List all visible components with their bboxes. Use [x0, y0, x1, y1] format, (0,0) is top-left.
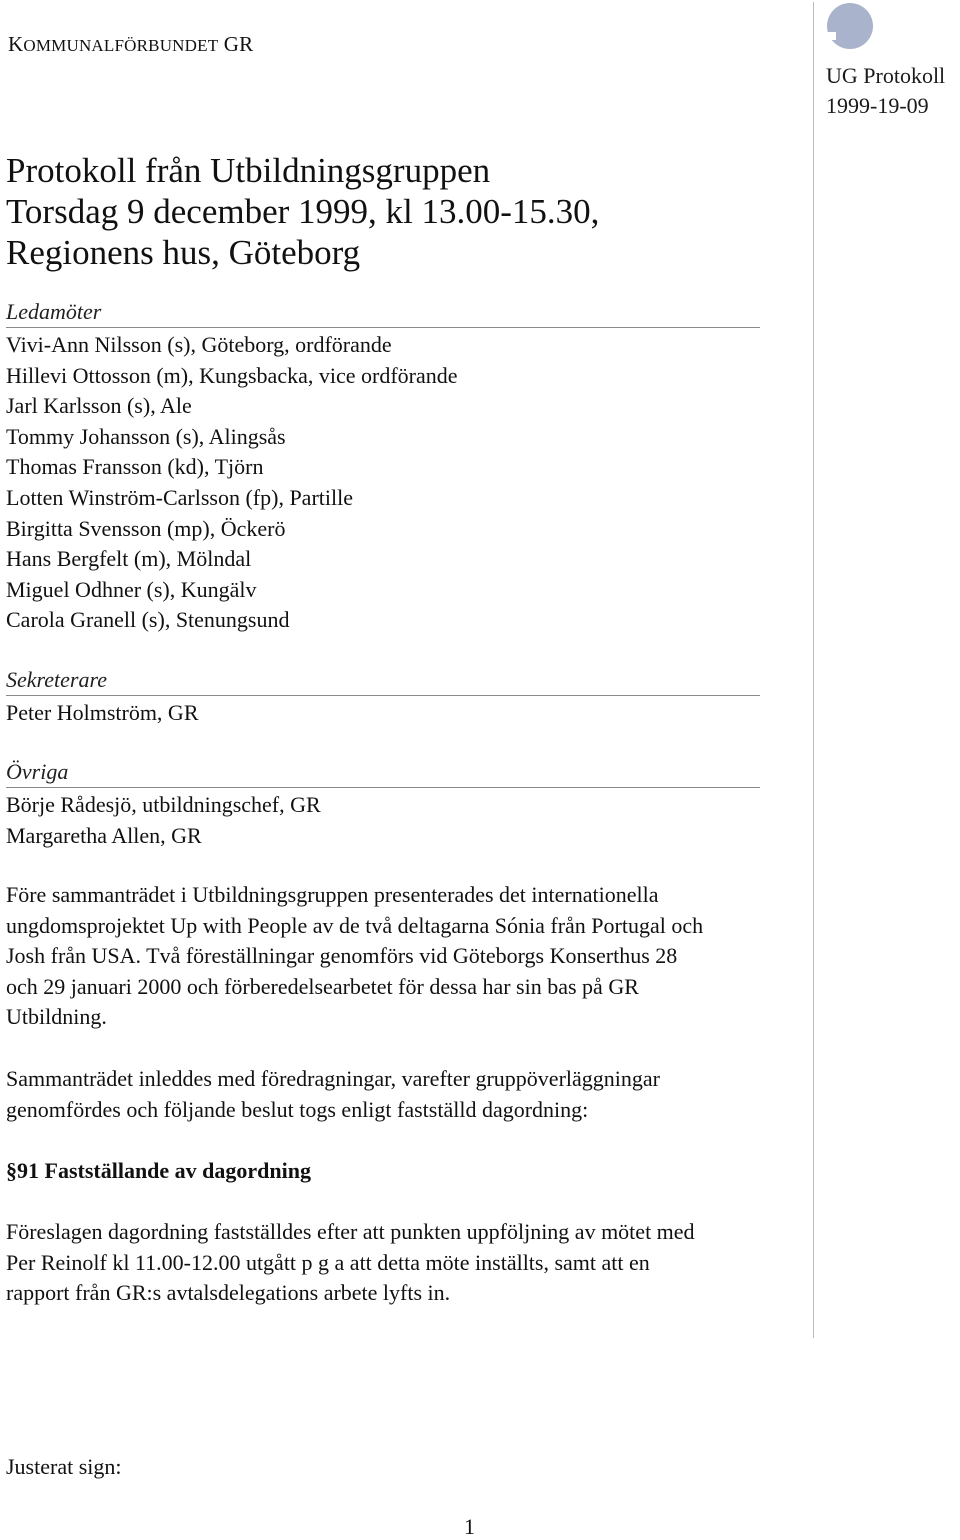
member-item: Lotten Winström-Carlsson (fp), Partille: [6, 484, 353, 510]
member-item: Carola Granell (s), Stenungsund: [6, 607, 290, 633]
member-item: Birgitta Svensson (mp), Öckerö: [6, 515, 286, 541]
member-item: Thomas Fransson (kd), Tjörn: [6, 454, 264, 480]
member-item: Hans Bergfelt (m), Mölndal: [6, 546, 252, 572]
paragraph-line: Föreslagen dagordning fastställdes efter att punkten uppföljning av mötet med: [6, 1219, 695, 1244]
paragraph-line: Sammanträdet inleddes med föredragningar, varefter gruppöverläggningar: [6, 1066, 660, 1091]
title-line-2: Torsdag 9 december 1999, kl 13.00-15.30,: [6, 192, 600, 231]
org-name-gr: GR: [223, 32, 254, 56]
page-number: 1: [464, 1514, 475, 1539]
secretary-heading: Sekreterare: [6, 666, 760, 696]
intro-paragraph: [6, 880, 796, 1033]
paragraph-line: genomfördes och följande beslut togs enligt fastställd dagordning:: [6, 1096, 589, 1122]
members-heading: Ledamöter: [6, 298, 760, 328]
meeting-paragraph: [6, 1064, 796, 1125]
gr-circle-logo-icon: [825, 2, 875, 52]
page-title: [6, 150, 806, 273]
secretary-item: Peter Holmström, GR: [6, 700, 199, 725]
document-type-label: UG Protokoll: [826, 63, 946, 88]
paragraph-line: Utbildning.: [6, 1004, 107, 1030]
paragraph-line: Före sammanträdet i Utbildningsgruppen presenterades det internationella: [6, 882, 659, 907]
member-item: Tommy Johansson (s), Alingsås: [6, 423, 286, 449]
members-section: [6, 298, 760, 636]
paragraph-line: ungdomsprojektet Up with People av de två deltagarna Sónia från Portugal och: [6, 912, 704, 938]
others-section: [6, 758, 760, 851]
paragraph-line: Josh från USA. Två föreställningar genomförs vid Göteborgs Konserthus 28: [6, 943, 678, 969]
section-91-body: [6, 1217, 796, 1309]
org-name-rest: OMMUNALFÖRBUNDET: [23, 36, 219, 55]
paragraph-line: rapport från GR:s avtalsdelegations arbete lyfts in.: [6, 1280, 451, 1306]
section-91-heading: §91 Fastställande av dagordning: [6, 1158, 311, 1183]
title-line-1: Protokoll från Utbildningsgruppen: [6, 151, 491, 190]
member-item: Jarl Karlsson (s), Ale: [6, 393, 192, 419]
margin-divider: [813, 2, 814, 1338]
signature-label: Justerat sign:: [6, 1454, 122, 1479]
document-type: [826, 61, 945, 121]
other-item: Margaretha Allen, GR: [6, 822, 202, 848]
member-item: Vivi-Ann Nilsson (s), Göteborg, ordförande: [6, 332, 392, 357]
title-line-3: Regionens hus, Göteborg: [6, 233, 361, 272]
member-item: Hillevi Ottosson (m), Kungsbacka, vice ordförande: [6, 362, 458, 388]
document-date: 1999-19-09: [826, 93, 929, 118]
secretary-section: [6, 666, 760, 729]
paragraph-line: Per Reinolf kl 11.00-12.00 utgått p g a att detta möte inställts, samt att en: [6, 1249, 650, 1275]
others-heading: Övriga: [6, 758, 760, 788]
organization-name: [8, 32, 253, 57]
other-item: Börje Rådesjö, utbildningschef, GR: [6, 792, 321, 817]
org-name-initial: K: [8, 32, 24, 56]
paragraph-line: och 29 januari 2000 och förberedelsearbetet för dessa har sin bas på GR: [6, 973, 639, 999]
member-item: Miguel Odhner (s), Kungälv: [6, 576, 257, 602]
